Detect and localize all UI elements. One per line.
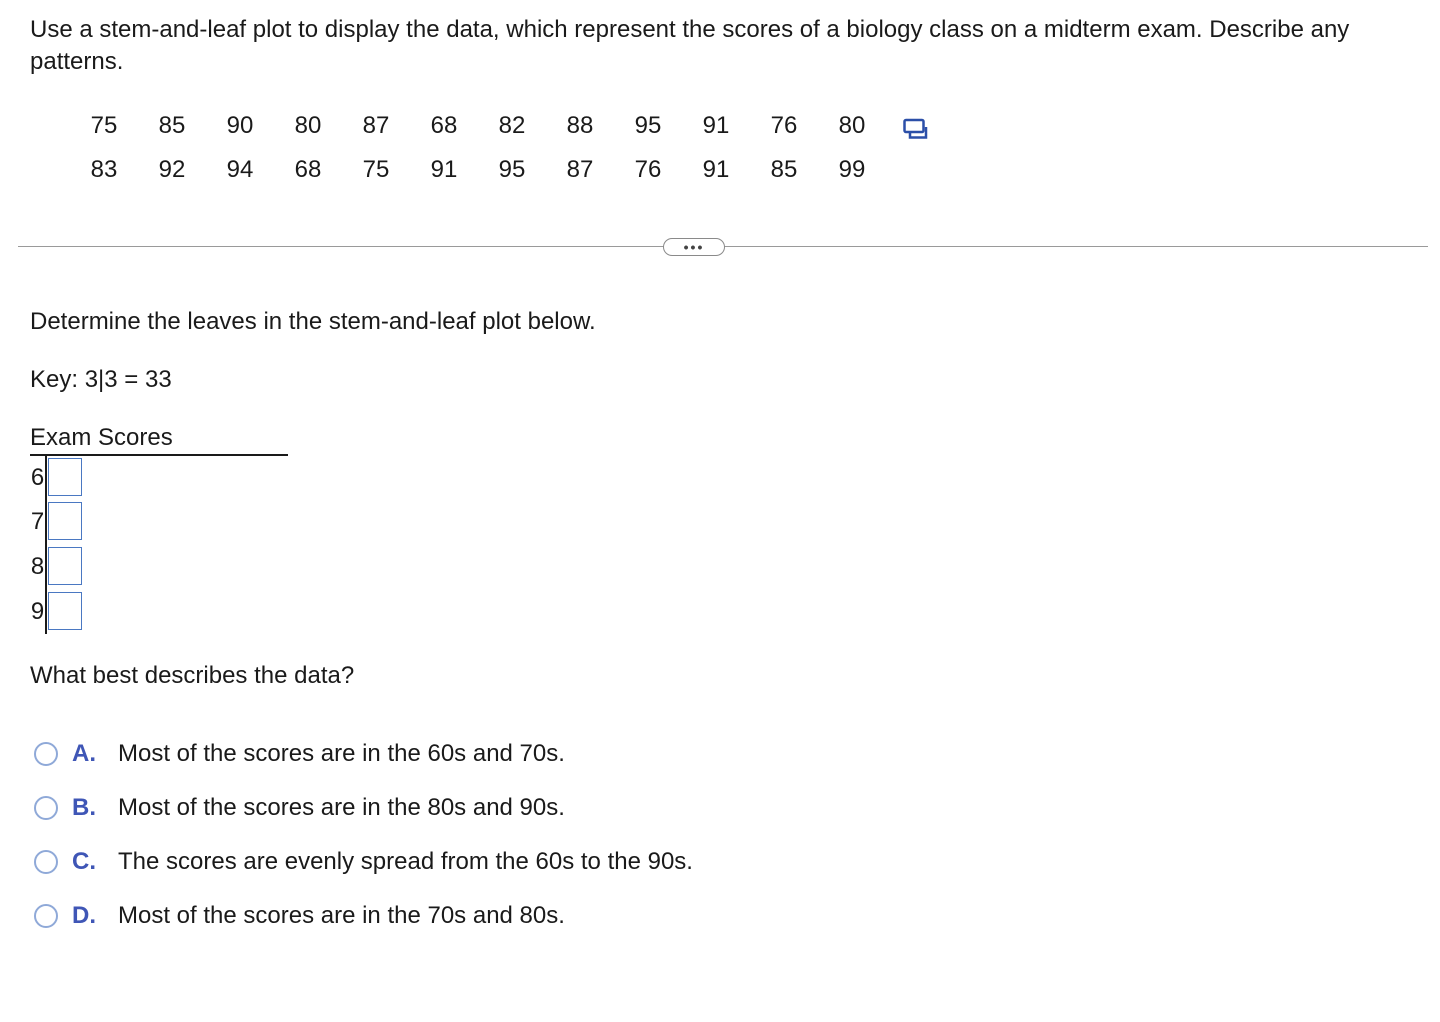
data-value: 88 <box>566 112 594 139</box>
plot-header-line <box>30 454 288 456</box>
question-text: Use a stem-and-leaf plot to display the data, which represent the scores of a biology class on a midterm exam. Describe any patterns. <box>30 16 1350 75</box>
data-value: 95 <box>634 112 662 139</box>
leaf-input-7[interactable] <box>48 502 82 540</box>
data-value: 94 <box>226 156 254 183</box>
data-value: 76 <box>770 112 798 139</box>
data-value: 68 <box>294 156 322 183</box>
data-value: 87 <box>362 112 390 139</box>
option-d[interactable] <box>34 896 565 936</box>
stem-label: 9 <box>30 598 45 625</box>
option-letter: A. <box>72 740 96 767</box>
plot-key: Key: 3|3 = 33 <box>30 366 172 393</box>
option-letter: C. <box>72 848 96 875</box>
data-value: 91 <box>702 112 730 139</box>
expand-button[interactable] <box>663 238 725 256</box>
ellipsis-icon: ••• <box>683 239 705 255</box>
data-value: 80 <box>838 112 866 139</box>
option-c[interactable] <box>34 842 693 882</box>
leaf-input-9[interactable] <box>48 592 82 630</box>
copy-to-clipboard-icon[interactable] <box>903 118 929 140</box>
radio-button[interactable] <box>34 904 58 928</box>
leaf-input-6[interactable] <box>48 458 82 496</box>
option-letter: B. <box>72 794 96 821</box>
option-text: Most of the scores are in the 70s and 80s. <box>118 902 565 929</box>
option-a[interactable] <box>34 734 565 774</box>
stem-label: 7 <box>30 508 45 535</box>
data-value: 90 <box>226 112 254 139</box>
data-value: 85 <box>770 156 798 183</box>
data-value: 76 <box>634 156 662 183</box>
data-value: 75 <box>362 156 390 183</box>
instruction-text: Determine the leaves in the stem-and-leaf plot below. <box>30 308 596 335</box>
plot-title: Exam Scores <box>30 424 173 451</box>
option-text: Most of the scores are in the 80s and 90s. <box>118 794 565 821</box>
stem-label: 8 <box>30 553 45 580</box>
data-value: 99 <box>838 156 866 183</box>
option-letter: D. <box>72 902 96 929</box>
data-value: 80 <box>294 112 322 139</box>
option-b[interactable] <box>34 788 565 828</box>
data-value: 82 <box>498 112 526 139</box>
option-text: The scores are evenly spread from the 60s to the 90s. <box>118 848 693 875</box>
option-text: Most of the scores are in the 60s and 70s. <box>118 740 565 767</box>
data-value: 68 <box>430 112 458 139</box>
data-table <box>70 108 886 188</box>
data-value: 92 <box>158 156 186 183</box>
radio-button[interactable] <box>34 742 58 766</box>
radio-button[interactable] <box>34 850 58 874</box>
describe-question: What best describes the data? <box>30 662 355 689</box>
data-value: 87 <box>566 156 594 183</box>
radio-button[interactable] <box>34 796 58 820</box>
data-value: 91 <box>430 156 458 183</box>
leaf-input-8[interactable] <box>48 547 82 585</box>
data-value: 91 <box>702 156 730 183</box>
stem-leaf-divider <box>45 456 47 634</box>
stem-label: 6 <box>30 464 45 491</box>
data-value: 95 <box>498 156 526 183</box>
data-value: 83 <box>90 156 118 183</box>
data-value: 85 <box>158 112 186 139</box>
data-value: 75 <box>90 112 118 139</box>
